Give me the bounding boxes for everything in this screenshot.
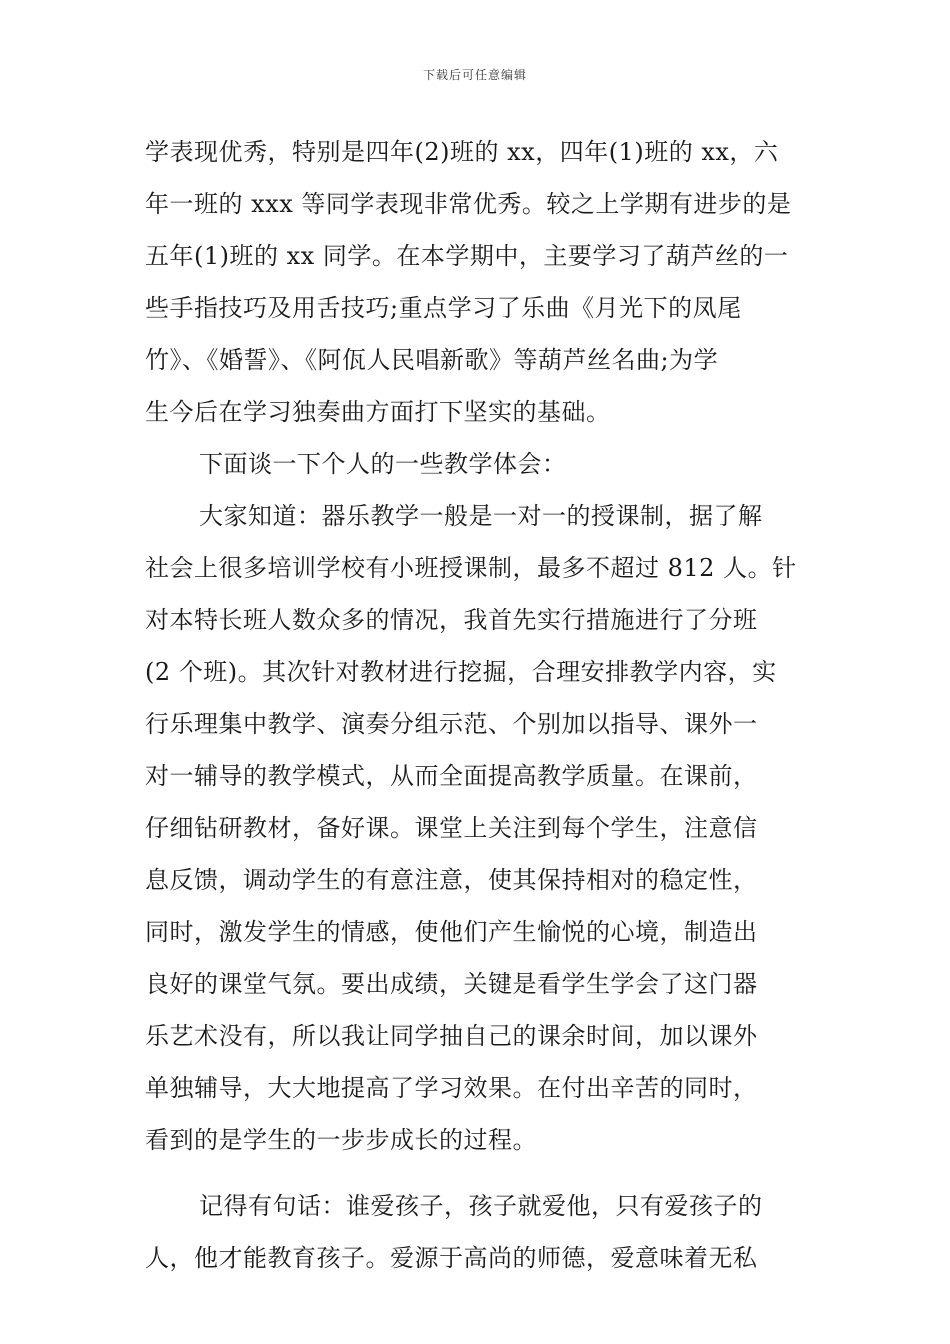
- paragraph-1: [145, 126, 805, 438]
- text-line: 对本特长班人数众多的情况，我首先实行措施进行了分班: [145, 606, 758, 634]
- paragraph-gap: [145, 1166, 805, 1180]
- paragraph-4: [145, 1180, 805, 1284]
- text-line: 看到的是学生的一步步成长的过程。: [145, 1126, 537, 1154]
- text-line: 良好的课堂气氛。要出成绩，关键是看学生学会了这门器: [145, 970, 758, 998]
- text-line: 仔细钻研教材，备好课。课堂上关注到每个学生，注意信: [145, 814, 758, 842]
- text-line: 些手指技巧及用舌技巧;重点学习了乐曲《月光下的凤尾: [145, 294, 742, 322]
- header-note: 下载后可任意编辑: [422, 68, 527, 82]
- text-line: 单独辅导，大大地提高了学习效果。在付出辛苦的同时，: [145, 1074, 758, 1102]
- text-line: 同时，激发学生的情感，使他们产生愉悦的心境，制造出: [145, 918, 758, 946]
- text-line: 人，他才能教育孩子。爱源于高尚的师德，爱意味着无私: [145, 1244, 758, 1272]
- text-line: 行乐理集中教学、演奏分组示范、个别加以指导、课外一: [145, 710, 758, 738]
- paragraph-2: [145, 438, 805, 490]
- text-line: 记得有句话：谁爱孩子，孩子就爱他，只有爱孩子的: [199, 1192, 763, 1220]
- text-line: (2 个班)。其次针对教材进行挖掘，合理安排教学内容，实: [145, 658, 777, 686]
- text-line: 五年(1)班的 xx 同学。在本学期中，主要学习了葫芦丝的一: [145, 242, 789, 270]
- text-line: 生今后在学习独奏曲方面打下坚实的基础。: [145, 398, 611, 426]
- text-line: 大家知道：器乐教学一般是一对一的授课制，据了解: [199, 502, 763, 530]
- text-line: 社会上很多培训学校有小班授课制，最多不超过 812 人。针: [145, 554, 797, 582]
- text-line: 息反馈，调动学生的有意注意，使其保持相对的稳定性，: [145, 866, 758, 894]
- document-body: [145, 126, 805, 1284]
- text-line: 乐艺术没有，所以我让同学抽自己的课余时间，加以课外: [145, 1022, 758, 1050]
- paragraph-3: [145, 490, 805, 1166]
- text-line: 年一班的 xxx 等同学表现非常优秀。较之上学期有进步的是: [145, 190, 792, 218]
- text-line: 对一辅导的教学模式，从而全面提高教学质量。在课前，: [145, 762, 758, 790]
- text-line: 竹》、《婚誓》、《阿佤人民唱新歌》等葫芦丝名曲;为学: [145, 346, 719, 374]
- text-line: 下面谈一下个人的一些教学体会：: [199, 450, 567, 478]
- text-line: 学表现优秀，特别是四年(2)班的 xx，四年(1)班的 xx，六: [145, 138, 779, 166]
